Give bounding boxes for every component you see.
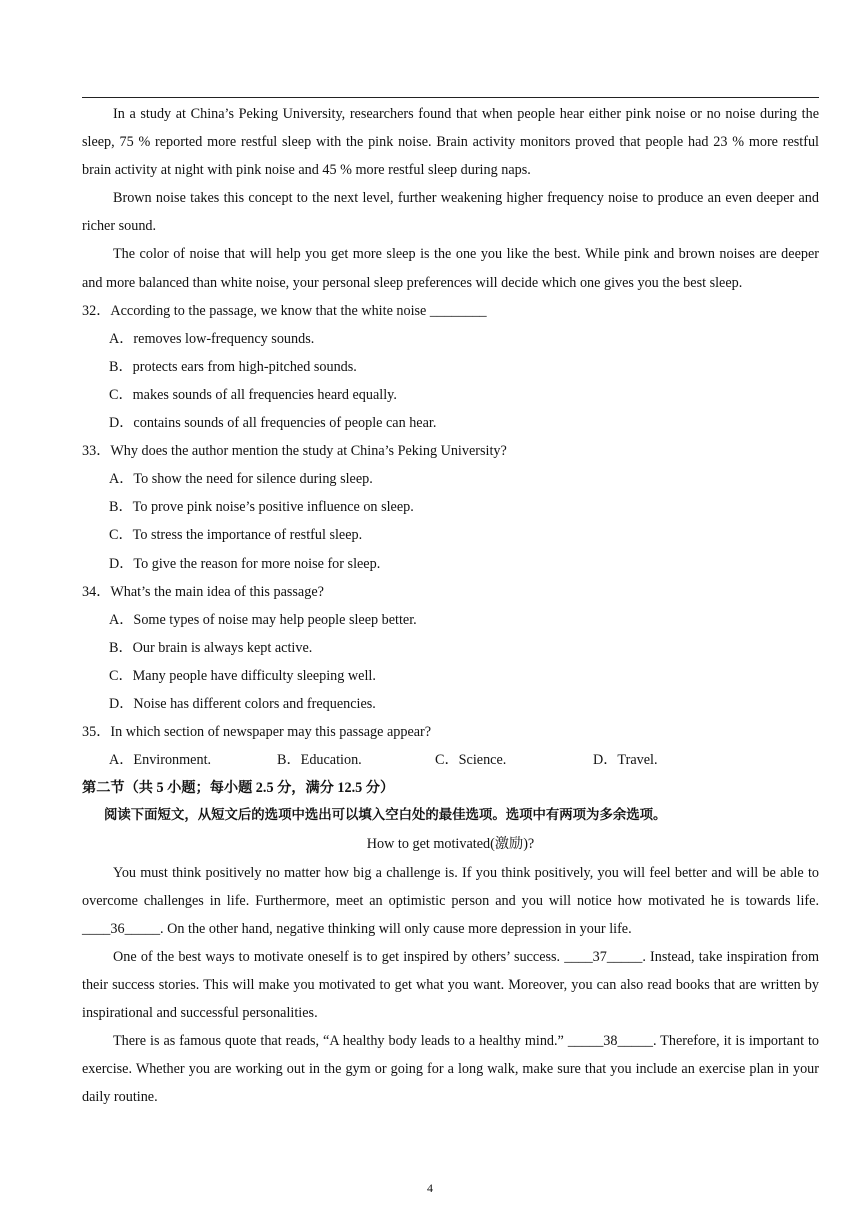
- article-title: How to get motivated(激励)?: [366, 836, 535, 853]
- question-32-option-c: C．makes sounds of all frequencies heard equally.: [109, 386, 397, 403]
- question-33-option-c: C．To stress the importance of restful sleep.: [109, 527, 363, 544]
- question-33-stem: 33．Why does the author mention the study at China’s Peking University?: [82, 443, 507, 460]
- article-paragraph-2: [82, 943, 819, 1027]
- question-34-option-c: C．Many people have difficulty sleeping well.: [109, 667, 376, 684]
- question-32-option-a: A．removes low-frequency sounds.: [109, 330, 315, 347]
- question-33-option-b: B．To prove pink noise’s positive influence on sleep.: [109, 499, 414, 516]
- question-34-stem: 34．What’s the main idea of this passage?: [82, 583, 324, 600]
- question-35-option-c: C．Science.: [435, 752, 507, 769]
- question-35-option-a: A．Environment.: [109, 752, 212, 769]
- paragraph-text: You must think positively no matter how big a challenge is. If you think positively, you will feel better and will be able to overcome challenges in life. Furthermore, meet an optimistic person and you will notice how motivated he is towards life.: [82, 864, 819, 909]
- question-35-options: [82, 746, 819, 774]
- section-instruction: 阅读下面短文，从短文后的选项中选出可以填入空白处的最佳选项。选项中有两项为多余选项。: [104, 808, 667, 824]
- blank-36: ____36_____: [82, 920, 161, 937]
- page-number: 4: [427, 1181, 433, 1195]
- question-35-stem: 35．In which section of newspaper may this passage appear?: [82, 724, 432, 741]
- question-34-option-d: D．Noise has different colors and frequencies.: [109, 695, 376, 712]
- page-content: [82, 100, 819, 1111]
- question-35-option-b: B．Education.: [277, 752, 362, 769]
- section-heading: 第二节（共 5 小题；每小题 2.5 分，满分 12.5 分）: [82, 780, 395, 797]
- question-32-stem: 32．According to the passage, we know that the white noise ________: [82, 302, 487, 319]
- question-33-option-a: A．To show the need for silence during sleep.: [109, 471, 373, 488]
- question-33-option-d: D．To give the reason for more noise for sleep.: [109, 555, 381, 572]
- blank-37: ____37_____: [564, 948, 643, 965]
- question-35-option-d: D．Travel.: [593, 752, 658, 769]
- question-34-option-b: B．Our brain is always kept active.: [109, 639, 313, 656]
- question-32-option-b: B．protects ears from high-pitched sounds.: [109, 358, 357, 375]
- paragraph-text: . On the other hand, negative thinking will only cause more depression in your life.: [160, 920, 632, 937]
- article-paragraph-1: [82, 859, 819, 943]
- article-paragraph-3: [82, 1027, 819, 1111]
- paragraph-text: . Therefore, it is important to exercise. Whether you are working out in the gym or going for a long walk, make sure that you include an exercise plan in your daily routine.: [82, 1033, 819, 1106]
- passage-paragraph: In a study at China’s Peking University, researchers found that when people hear either pink noise or no noise during the sleep, 75 % reported more restful sleep with the pink noise. Brain activity monitors proved that people had 23 % more restful brain activity at night with pink noise and 45 % more restful sleep during naps.: [82, 106, 819, 179]
- paragraph-text: . Instead, take inspiration from their success stories. This will make you motivated to get what you want. Moreover, you can also read books that are written by inspirational and successful personalities.: [82, 948, 819, 1021]
- question-32-option-d: D．contains sounds of all frequencies of people can hear.: [109, 415, 437, 432]
- blank-38: _____38_____: [567, 1033, 653, 1050]
- paragraph-text: There is as famous quote that reads, “A healthy body leads to a healthy mind.”: [113, 1033, 568, 1050]
- paragraph-text: One of the best ways to motivate oneself is to get inspired by others’ success.: [113, 948, 565, 965]
- header-rule: [82, 97, 819, 98]
- passage-paragraph: The color of noise that will help you get more sleep is the one you like the best. While pink and brown noises are deeper and more balanced than white noise, your personal sleep preferences will decide which one gives you the best sleep.: [82, 246, 819, 291]
- passage-paragraph: Brown noise takes this concept to the next level, further weakening higher frequency noise to produce an even deeper and richer sound.: [82, 190, 819, 235]
- question-34-option-a: A．Some types of noise may help people sleep better.: [109, 611, 417, 628]
